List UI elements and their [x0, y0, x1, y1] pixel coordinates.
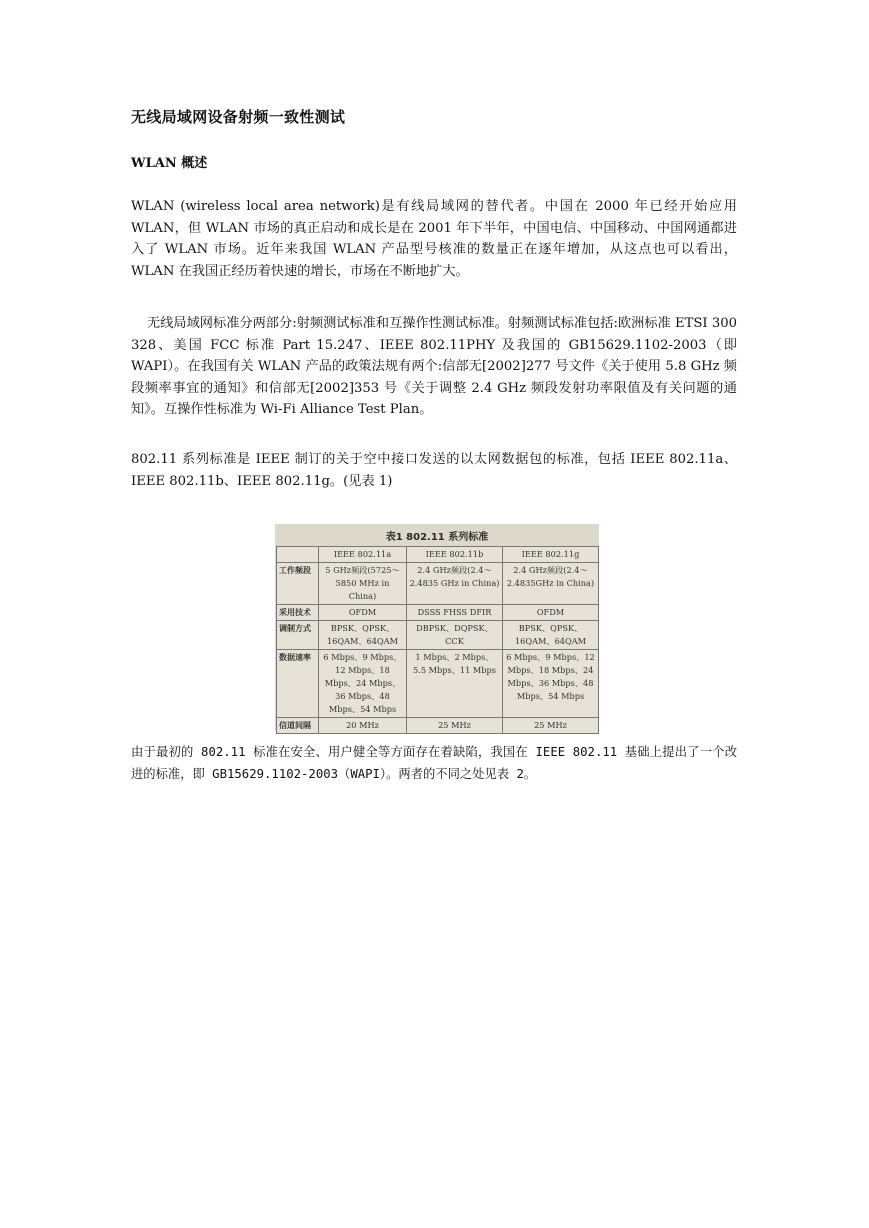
- table-caption: 表1 802.11 系列标准: [385, 532, 489, 543]
- table-header-cell: IEEE 802.11b: [407, 547, 503, 563]
- table-header-cell: [277, 547, 319, 563]
- table-row: [277, 605, 599, 621]
- table-cell: 6 Mbps、9 Mbps、12 Mbps、18 Mbps、24 Mbps、36 Mbps、48 Mbps、54 Mbps: [503, 650, 599, 718]
- table-row: [277, 563, 599, 605]
- table-cell: DSSS FHSS DFIR: [407, 605, 503, 621]
- row-label: 采用技术: [277, 605, 319, 621]
- table-cell: DBPSK、DQPSK、CCK: [407, 621, 503, 650]
- table-cell: 20 MHz: [319, 718, 407, 734]
- standards-table: [276, 546, 599, 734]
- row-label: 工作频段: [277, 563, 319, 605]
- table-cell: BPSK、QPSK、16QAM、64QAM: [319, 621, 407, 650]
- table-header-row: [277, 547, 599, 563]
- table-cell: OFDM: [319, 605, 407, 621]
- table-figure: [275, 524, 599, 731]
- paragraph-wapi: 由于最初的 802.11 标准在安全、用户健全等方面存在着缺陷，我国在 IEEE 802.11 基础上提出了一个改进的标准，即 GB15629.1102-2003（WAPI）。两者的不同之处见表 2。: [131, 745, 737, 781]
- table-cell: 6 Mbps、9 Mbps、12 Mbps、18 Mbps、24 Mbps、36 Mbps、48 Mbps、54 Mbps: [319, 650, 407, 718]
- table-cell: 2.4 GHz频段(2.4～2.4835GHz in China): [503, 563, 599, 605]
- table-row: [277, 650, 599, 718]
- paragraph-intro: WLAN (wireless local area network)是有线局域网的替代者。中国在 2000 年已经开始应用 WLAN，但 WLAN 市场的真正启动和成长是在 2001 年下半年，中国电信、中国移动、中国网通都进入了 WLAN 市场。近年来我国 WLAN 产品型号核准的数量正在逐年增加，从这点也可以看出，WLAN 在我国正经历着快速的增长，市场在不断地扩大。: [131, 199, 737, 279]
- paragraph-standards: 无线局域网标准分两部分:射频测试标准和互操作性测试标准。射频测试标准包括:欧洲标准 ETSI 300 328、美国 FCC 标准 Part 15.247、IEEE 802.11PHY 及我国的 GB15629.1102-2003（即 WAPI）。在我国有关 WLAN 产品的政策法规有两个:信部无[2002]277 号文件《关于使用 5.8 GHz 频段频率事宜的通知》和信部无[2002]353 号《关于调整 2.4 GHz 频段发射功率限值及有关问题的通知》。互操作性标准为 Wi-Fi Alliance Test Plan。: [131, 316, 737, 417]
- table-cell: BPSK、QPSK、16QAM、64QAM: [503, 621, 599, 650]
- table-cell: 1 Mbps、2 Mbps、5.5 Mbps、11 Mbps: [407, 650, 503, 718]
- table-header-cell: IEEE 802.11a: [319, 547, 407, 563]
- paragraph-80211-series: 802.11 系列标准是 IEEE 制订的关于空中接口发送的以太网数据包的标准，包括 IEEE 802.11a、IEEE 802.11b、IEEE 802.11g。(见表 1): [131, 452, 737, 489]
- table-row: [277, 621, 599, 650]
- table-cell: OFDM: [503, 605, 599, 621]
- document-title: 无线局域网设备射频一致性测试: [131, 108, 346, 126]
- row-label: 信道间隔: [277, 718, 319, 734]
- table-cell: 25 MHz: [503, 718, 599, 734]
- table-cell: 25 MHz: [407, 718, 503, 734]
- table-cell: 5 GHz频段(5725～5850 MHz in China): [319, 563, 407, 605]
- table-cell: 2.4 GHz频段(2.4～2.4835 GHz in China): [407, 563, 503, 605]
- table-header-cell: IEEE 802.11g: [503, 547, 599, 563]
- table-row: [277, 718, 599, 734]
- row-label: 数据速率: [277, 650, 319, 718]
- row-label: 调制方式: [277, 621, 319, 650]
- section-heading: WLAN 概述: [131, 156, 208, 171]
